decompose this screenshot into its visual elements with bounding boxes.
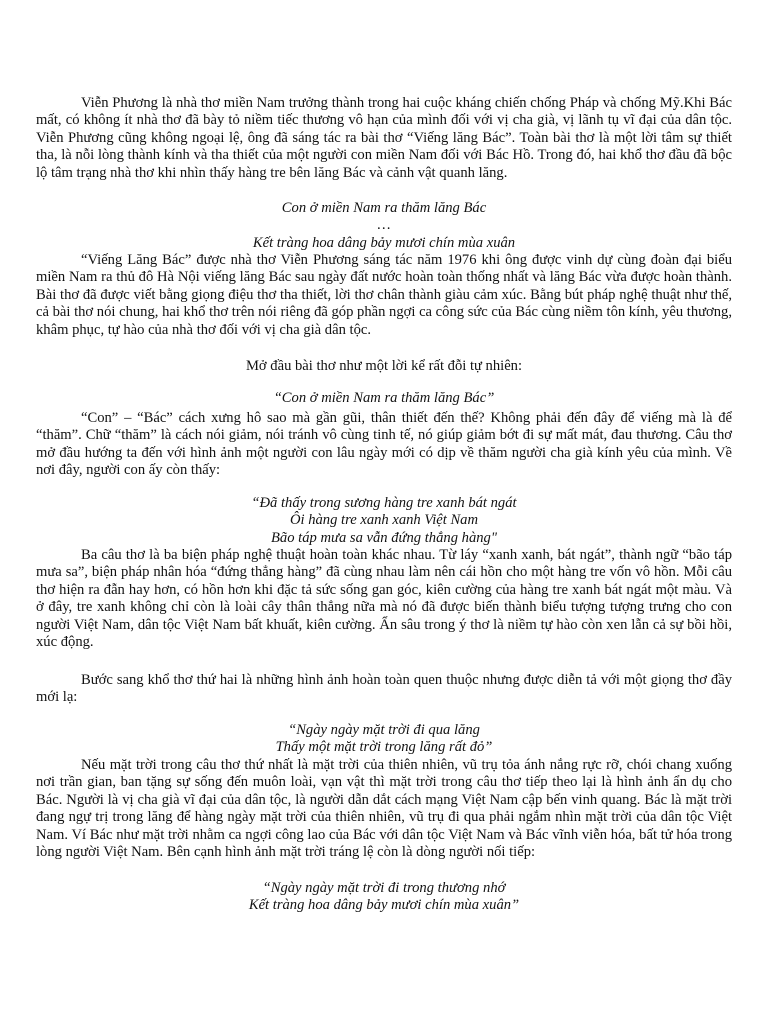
verse-line: “Con ở miền Nam ra thăm lăng Bác” — [273, 390, 495, 406]
verse-line: Kết tràng hoa dâng bảy mươi chín mùa xuân” — [248, 897, 520, 914]
verse-line: Kết tràng hoa dâng bảy mươi chín mùa xuân — [252, 234, 516, 251]
paragraph-4: Ba câu thơ là ba biện pháp nghệ thuật hoàn toàn khác nhau. Từ láy “xanh xanh, bát ngát”, thành ngữ “bão táp mưa sa”, biện pháp nhân hóa “đứng thẳng hàng” đã cùng nhau làm nên cái hồn cho một hàng tre vốn vô hồn. Mỗi câu thơ hiện ra đẫn hay hơn, có hồn hơn khi đặc tả sức sống gan góc, kiên cường của hàng tre xanh bát ngát một màu. Và ở đây, tre xanh không chỉ còn là loài cây thân thẳng nữa mà nó đã được biến thành biểu tượng tượng trưng cho con người Việt Nam, dân tộc Việt Nam bất khuất, kiên cường. Ẩn sâu trong ý thơ là niềm tự hào còn xen lẫn cả sự bồi hồi, xúc động. — [36, 547, 732, 651]
paragraph-1: Viễn Phương là nhà thơ miền Nam trưởng thành trong hai cuộc kháng chiến chống Pháp và chống Mỹ.Khi Bác mất, có không ít nhà thơ đã bày tỏ niềm tiếc thương vô hạn của mình đối với vị cha già, vị lãnh tụ vĩ đại của dân tộc. Viễn Phương cũng không ngoại lệ, ông đã sáng tác ra bài thơ “Viếng lăng Bác”. Toàn bài thơ là một lời tâm sự thiết tha, là nỗi lòng thành kính và tha thiết của một người con miền Nam đối với Bác Hồ. Trong đó, hai khổ thơ đầu đã bộc lộ tâm trạng nhà thơ khi nhìn thấy hàng tre bên lăng Bác và cảnh vật quanh lăng. — [36, 95, 732, 181]
verse-quote-2 — [36, 390, 732, 407]
paragraph-3: “Con” – “Bác” cách xưng hô sao mà gần gũi, thân thiết đến thế? Không phải đến đây để viếng mà là để “thăm”. Chữ “thăm” là cách nói giảm, nói tránh vô cùng tinh tế, nó giúp giảm bớt đi sự mất mát, đau thương. Câu thơ mở đầu hướng ta đến với hình ảnh một người con lâu ngày mới có dịp về thăm người cha già kính yêu của mình. Về nơi đây, người con ấy còn thấy: — [36, 410, 732, 479]
verse-quote-1 — [36, 200, 732, 252]
paragraph-6: Nếu mặt trời trong câu thơ thứ nhất là mặt trời của thiên nhiên, vũ trụ tỏa ánh nắng rực rỡ, chói chang xuống nơi trần gian, ban tặng sự sống đến muôn loài, vạn vật thì mặt trời trong câu thơ tiếp theo lại là hình ảnh ẩn dụ cho Bác. Người là vị cha già vĩ đại của dân tộc, là người dẫn dắt cách mạng Việt Nam cập bến vinh quang. Bác là mặt trời đang ngự trị trong lăng để hàng ngày mặt trời của thiên nhiên, vũ trụ đi qua phải ngắm nhìn mặt trời của dân tộc Việt Nam. Ví Bác như mặt trời nhằm ca ngợi công lao của Bác với dân tộc Việt Nam và Bác vĩnh viễn hóa, bất tử hóa trong lòng người Việt Nam. Bên cạnh hình ảnh mặt trời tráng lệ còn là dòng người nối tiếp: — [36, 757, 732, 861]
verse-line: “Ngày ngày mặt trời đi trong thương nhớ — [262, 880, 506, 896]
paragraph-5: Bước sang khổ thơ thứ hai là những hình ảnh hoàn toàn quen thuộc nhưng được diễn tả với một giọng thơ đầy mới lạ: — [36, 672, 732, 706]
verse-line: “Đã thấy trong sương hàng tre xanh bát ngát — [251, 495, 517, 511]
verse-line: Thấy một mặt trời trong lăng rất đỏ” — [275, 739, 493, 756]
centered-line-1: Mở đầu bài thơ như một lời kể rất đỗi tự nhiên: — [245, 358, 523, 374]
verse-quote-4 — [36, 722, 732, 757]
paragraph-2: “Viếng Lăng Bác” được nhà thơ Viễn Phương sáng tác năm 1976 khi ông được vinh dự cùng đoàn đại biểu miền Nam ra thủ đô Hà Nội viếng lăng Bác sau ngày đất nước hoàn toàn thống nhất và lăng Bác vừa được hoàn thành. Bài thơ đã được viết bằng giọng điệu thơ tha thiết, lời thơ chân thành giàu cảm xúc. Bằng bút pháp nghệ thuật như thế, cả bài thơ nói chung, hai khổ thơ trên nói riêng đã góp phần ngợi ca công sức của Bác cùng niềm tôn kính, yêu thương, khâm phục, tự hào của nhà thơ đối với vị cha già dân tộc. — [36, 252, 732, 338]
verse-line: … — [377, 217, 391, 234]
verse-quote-5 — [36, 880, 732, 915]
verse-line: Bão táp mưa sa vẫn đứng thẳng hàng" — [271, 529, 497, 546]
verse-line: Ôi hàng tre xanh xanh Việt Nam — [289, 512, 479, 529]
verse-line: Con ở miền Nam ra thăm lăng Bác — [281, 200, 487, 216]
verse-line: “Ngày ngày mặt trời đi qua lăng — [288, 722, 480, 738]
verse-quote-3 — [36, 495, 732, 547]
